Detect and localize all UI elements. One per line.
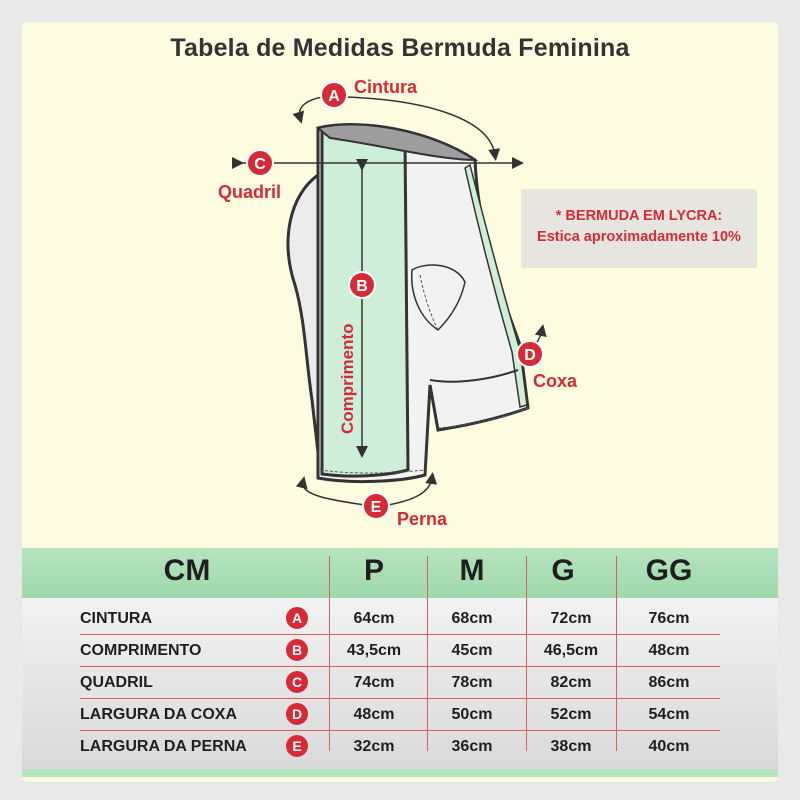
header-size-p: P: [363, 554, 384, 587]
badge-b: [349, 272, 375, 298]
table-footer-bar: [22, 769, 778, 777]
row-name: LARGURA DA PERNA: [80, 738, 247, 755]
value-p: 64cm: [353, 610, 395, 627]
badge-a: [321, 82, 347, 108]
badge-e: [363, 493, 389, 519]
length-label: Comprimento: [338, 323, 357, 434]
lycra-note-line2: Estica aproximadamente 10%: [537, 229, 741, 245]
table-header: [22, 548, 778, 598]
value-m: 50cm: [451, 706, 493, 723]
badge-e-letter: E: [370, 499, 382, 516]
row-letter-badge: E: [286, 735, 308, 757]
value-gg: 76cm: [648, 610, 690, 627]
value-gg: 40cm: [648, 738, 690, 755]
waist-label: Cintura: [354, 77, 417, 97]
row-letter-badge: B: [286, 639, 308, 661]
row-name: LARGURA DA COXA: [80, 706, 238, 723]
hip-label: Quadril: [218, 182, 282, 202]
table-row-length: [22, 635, 778, 667]
value-m: 68cm: [451, 610, 493, 627]
value-gg: 48cm: [648, 642, 690, 659]
size-table: [22, 548, 778, 776]
badge-b-letter: B: [356, 278, 368, 295]
table-row-thigh: [22, 699, 778, 731]
badge-c-letter: C: [254, 156, 266, 173]
table-row-hip: [22, 667, 778, 699]
value-g: 52cm: [550, 706, 592, 723]
row-letter-badge: D: [286, 703, 308, 725]
header-size-m: M: [459, 554, 485, 587]
row-name: QUADRIL: [80, 674, 153, 691]
value-m: 78cm: [451, 674, 493, 691]
value-gg: 54cm: [648, 706, 690, 723]
badge-a-letter: A: [328, 88, 340, 105]
value-m: 36cm: [451, 738, 493, 755]
value-p: 43,5cm: [346, 642, 402, 659]
value-p: 74cm: [353, 674, 395, 691]
header-unit: CM: [163, 554, 211, 587]
header-size-g: G: [551, 554, 575, 587]
value-g: 72cm: [550, 610, 592, 627]
leg-measure-arrow-left: [303, 482, 365, 505]
value-m: 45cm: [451, 642, 493, 659]
table-row-waist: [22, 603, 778, 635]
header-size-gg: GG: [645, 554, 693, 587]
waist-measure-arrow-left: [299, 97, 323, 118]
badge-c: [247, 150, 273, 176]
value-g: 46,5cm: [543, 642, 599, 659]
value-p: 48cm: [353, 706, 395, 723]
leg-label: Perna: [397, 509, 448, 529]
lycra-note-line1: * BERMUDA EM LYCRA:: [555, 208, 723, 224]
thigh-label: Coxa: [533, 371, 578, 391]
row-name: CINTURA: [80, 610, 152, 627]
badge-d-letter: D: [524, 347, 536, 364]
lycra-note: [521, 189, 757, 268]
table-row-leg: [22, 731, 778, 763]
value-p: 32cm: [353, 738, 395, 755]
leg-measure-arrow-right: [388, 478, 432, 505]
page-title: Tabela de Medidas Bermuda Feminina: [170, 34, 630, 62]
row-letter-badge: A: [286, 607, 308, 629]
value-g: 82cm: [550, 674, 592, 691]
value-g: 38cm: [550, 738, 592, 755]
value-gg: 86cm: [648, 674, 690, 691]
row-name: COMPRIMENTO: [80, 642, 202, 659]
shorts-side-panel: [322, 128, 408, 476]
badge-d: [517, 341, 543, 367]
row-letter-badge: C: [286, 671, 308, 693]
